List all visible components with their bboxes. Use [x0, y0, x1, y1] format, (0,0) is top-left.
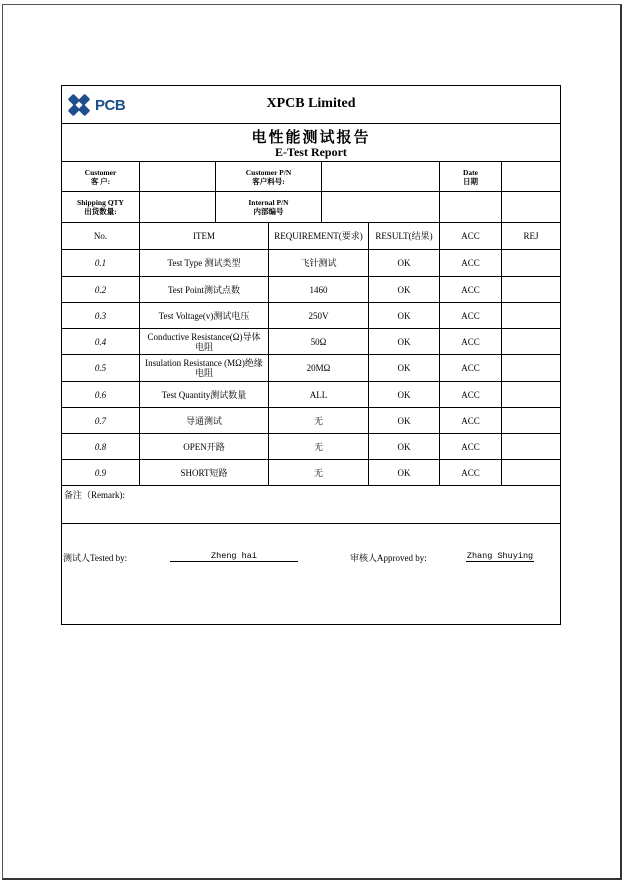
internal-pn-label-en: Internal P/N [248, 198, 289, 207]
row-item: Test Voltage(v)测试电压 [140, 303, 269, 328]
tested-by-label: 测试人Tested by: [63, 553, 128, 563]
tested-by-value: Zheng hai [170, 551, 298, 562]
customer-pn-value [322, 162, 440, 191]
row-requirement: 1460 [269, 277, 369, 302]
report-title-en: E-Test Report [275, 145, 347, 159]
row-acc: ACC [440, 355, 502, 381]
remark-label: 备注（Remark): [64, 490, 125, 500]
column-header-no: No. [62, 223, 140, 249]
table-row [62, 355, 560, 382]
approved-by-label: 审核人Approved by: [350, 553, 427, 563]
row-rej [502, 355, 560, 381]
row-rej [502, 303, 560, 328]
row-requirement: 20MΩ [269, 355, 369, 381]
row-result: OK [369, 434, 440, 459]
row-acc: ACC [440, 277, 502, 302]
table-row [62, 250, 560, 277]
customer-info-row [62, 162, 560, 192]
row-number: 0.8 [62, 434, 140, 459]
table-row [62, 408, 560, 434]
row-result: OK [369, 408, 440, 433]
row-requirement: 50Ω [269, 329, 369, 354]
blank-cell [502, 192, 560, 222]
row-item: Test Point测试点数 [140, 277, 269, 302]
shipping-qty-label [62, 192, 140, 222]
column-header-item: ITEM [140, 223, 269, 249]
internal-pn-value [322, 192, 440, 222]
table-row [62, 303, 560, 329]
row-number: 0.4 [62, 329, 140, 354]
customer-label-cn: 客 户: [90, 176, 111, 186]
column-header-rej: REJ [523, 231, 539, 241]
row-rej [502, 329, 560, 354]
row-result: OK [369, 355, 440, 381]
customer-pn-label-cn: 客户料号: [252, 176, 285, 186]
company-name: XPCB Limited [266, 96, 356, 111]
customer-pn-label-en: Customer P/N [245, 167, 292, 177]
internal-pn-label [216, 192, 322, 222]
internal-pn-label-cn: 内部编号 [253, 207, 284, 216]
header-row [62, 86, 560, 124]
date-label-cn: 日期 [463, 176, 478, 186]
row-number: 0.1 [62, 250, 140, 276]
row-number: 0.2 [62, 277, 140, 302]
row-acc: ACC [440, 250, 502, 276]
row-acc: ACC [440, 460, 502, 485]
row-result: OK [369, 303, 440, 328]
row-result: OK [369, 382, 440, 407]
customer-label [62, 162, 140, 191]
row-number: 0.7 [62, 408, 140, 433]
row-acc: ACC [440, 408, 502, 433]
row-item: 导通测试 [140, 408, 269, 433]
remark-row [62, 486, 560, 524]
table-row [62, 382, 560, 408]
shipping-qty-value [140, 192, 216, 222]
column-header-result: RESULT(结果) [369, 223, 440, 249]
shipping-qty-label-cn: 出货数量: [84, 207, 117, 216]
table-row [62, 434, 560, 460]
row-item: Insulation Resistance (MΩ)绝缘电阻 [140, 355, 269, 381]
row-acc: ACC [440, 329, 502, 354]
row-rej [502, 460, 560, 485]
row-rej [502, 250, 560, 276]
row-result: OK [369, 329, 440, 354]
row-rej [502, 277, 560, 302]
column-header-requirement: REQUIREMENT(要求) [269, 223, 369, 249]
row-requirement: 无 [269, 460, 369, 485]
row-rej [502, 408, 560, 433]
row-result: OK [369, 460, 440, 485]
blank-cell [440, 192, 502, 222]
row-number: 0.6 [62, 382, 140, 407]
row-result: OK [369, 250, 440, 276]
column-header-row [62, 223, 560, 250]
row-acc: ACC [440, 303, 502, 328]
row-item: Conductive Resistance(Ω)导体电阻 [140, 329, 269, 354]
customer-value [140, 162, 216, 191]
document-page [2, 4, 622, 880]
table-row [62, 329, 560, 355]
customer-pn-label [216, 162, 322, 191]
row-item: Test Type 测试类型 [140, 250, 269, 276]
logo-text: PCB [95, 96, 126, 114]
shipping-info-row [62, 192, 560, 223]
row-item: SHORT短路 [140, 460, 269, 485]
approved-by-value: Zhang Shuying [466, 551, 534, 561]
title-row [62, 124, 560, 162]
table-row [62, 277, 560, 303]
row-requirement: 250V [269, 303, 369, 328]
row-item: OPEN开路 [140, 434, 269, 459]
row-requirement: 无 [269, 434, 369, 459]
row-requirement: 无 [269, 408, 369, 433]
report-title-cn: 电性能测试报告 [251, 128, 371, 146]
row-acc: ACC [440, 382, 502, 407]
row-rej [502, 434, 560, 459]
table-row [62, 460, 560, 486]
row-number: 0.9 [62, 460, 140, 485]
date-value [502, 162, 560, 191]
customer-label-en: Customer [84, 167, 117, 177]
row-requirement: ALL [269, 382, 369, 407]
shipping-qty-label-en: Shipping QTY [77, 198, 124, 207]
row-result: OK [369, 277, 440, 302]
row-requirement: 飞针测试 [269, 250, 369, 276]
date-label [440, 162, 502, 191]
date-label-en: Date [463, 167, 478, 177]
row-number: 0.3 [62, 303, 140, 328]
row-rej [502, 382, 560, 407]
column-header-acc: ACC [440, 223, 502, 249]
row-acc: ACC [440, 434, 502, 459]
row-item: Test Quantity测试数量 [140, 382, 269, 407]
test-report-sheet [61, 85, 561, 625]
row-number: 0.5 [62, 355, 140, 381]
